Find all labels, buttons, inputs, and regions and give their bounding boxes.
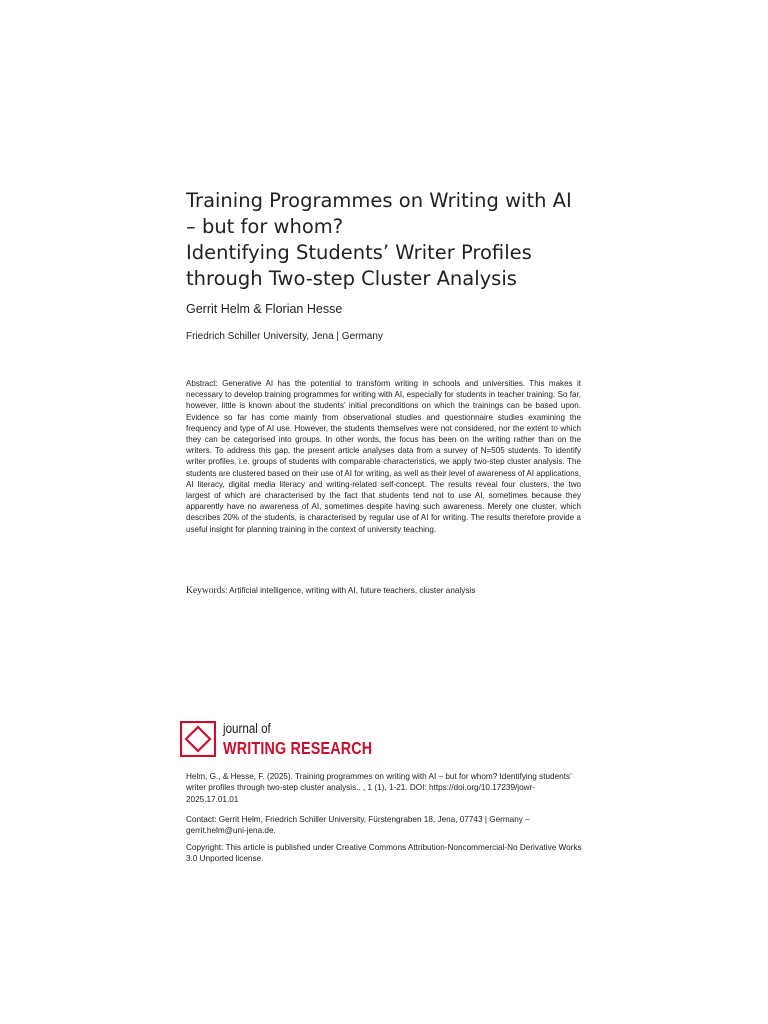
journal-logo-icon bbox=[180, 721, 216, 757]
copyright-notice: Copyright: This article is published under Creative Commons Attribution-Noncommercial-No Derivative Works 3.0 Unported license. bbox=[186, 843, 582, 864]
title-line-1: Training Programmes on Writing with AI bbox=[186, 189, 572, 212]
journal-logo-line-2: WRITING RESEARCH bbox=[223, 738, 373, 758]
article-title bbox=[186, 188, 606, 292]
keywords-text: : Artificial intelligence, writing with AI, future teachers, cluster analysis bbox=[225, 586, 476, 595]
abstract-paragraph: Abstract: Generative AI has the potential to transform writing in schools and universities. This makes it necessary to develop training programmes for writing with AI, especially for students in teacher training. So far, however, little is known about the students’ initial preconditions on which the trainings can be based upon. Evidence so far has come mainly from observational studies and questionnaire studies examining the frequency and type of AI use. However, the students themselves were not considered, nor the extent to which they can be categorised into groups. In other words, the focus has been on the writing rather than on the writers. To address this gap, the present article analyses data from a survey of N=505 students. To identify writer profiles, i.e. groups of students with comparable characteristics, we apply two-step cluster analysis. The students are clustered based on their use of AI for writing, as well as their level of awareness of AI applications, AI literacy, digital media literacy and writing-related self-concept. The results reveal four clusters, the two largest of which are characterised by the fact that students tend not to use AI, sometimes because they apparently have no awareness of AI, sometimes despite having such awareness. Merely one cluster, which describes 20% of the students, is characterised by regular use of AI for writing. The results therefore provide a useful insight for planning training in the context of university teaching. bbox=[186, 379, 581, 534]
journal-logo-line-1: journal of bbox=[223, 721, 271, 736]
citation-text: Helm, G., & Hesse, F. (2025). Training programmes on writing with AI – but for whom? Identifying students’ writer profiles through two-step cluster analysis.. , 1 (1), 1-21. DOI: https://doi.org/10.17239/jowr-2025.17.01.01 bbox=[186, 772, 572, 804]
contact-info: Contact: Gerrit Helm, Friedrich Schiller University, Fürstengraben 18, Jena, 07743 | Germany – gerrit.helm@uni-jena.de. bbox=[186, 815, 530, 836]
title-line-3: Identifying Students’ Writer Profiles bbox=[186, 241, 532, 264]
author-list: Gerrit Helm & Florian Hesse bbox=[186, 302, 343, 316]
journal-logo bbox=[180, 721, 380, 765]
title-line-2: – but for whom? bbox=[186, 215, 344, 238]
keywords-line bbox=[186, 586, 586, 596]
author-affiliation: Friedrich Schiller University, Jena | Germany bbox=[186, 331, 383, 342]
title-line-4: through Two-step Cluster Analysis bbox=[186, 267, 517, 290]
keywords-label: Keywords bbox=[186, 586, 226, 596]
